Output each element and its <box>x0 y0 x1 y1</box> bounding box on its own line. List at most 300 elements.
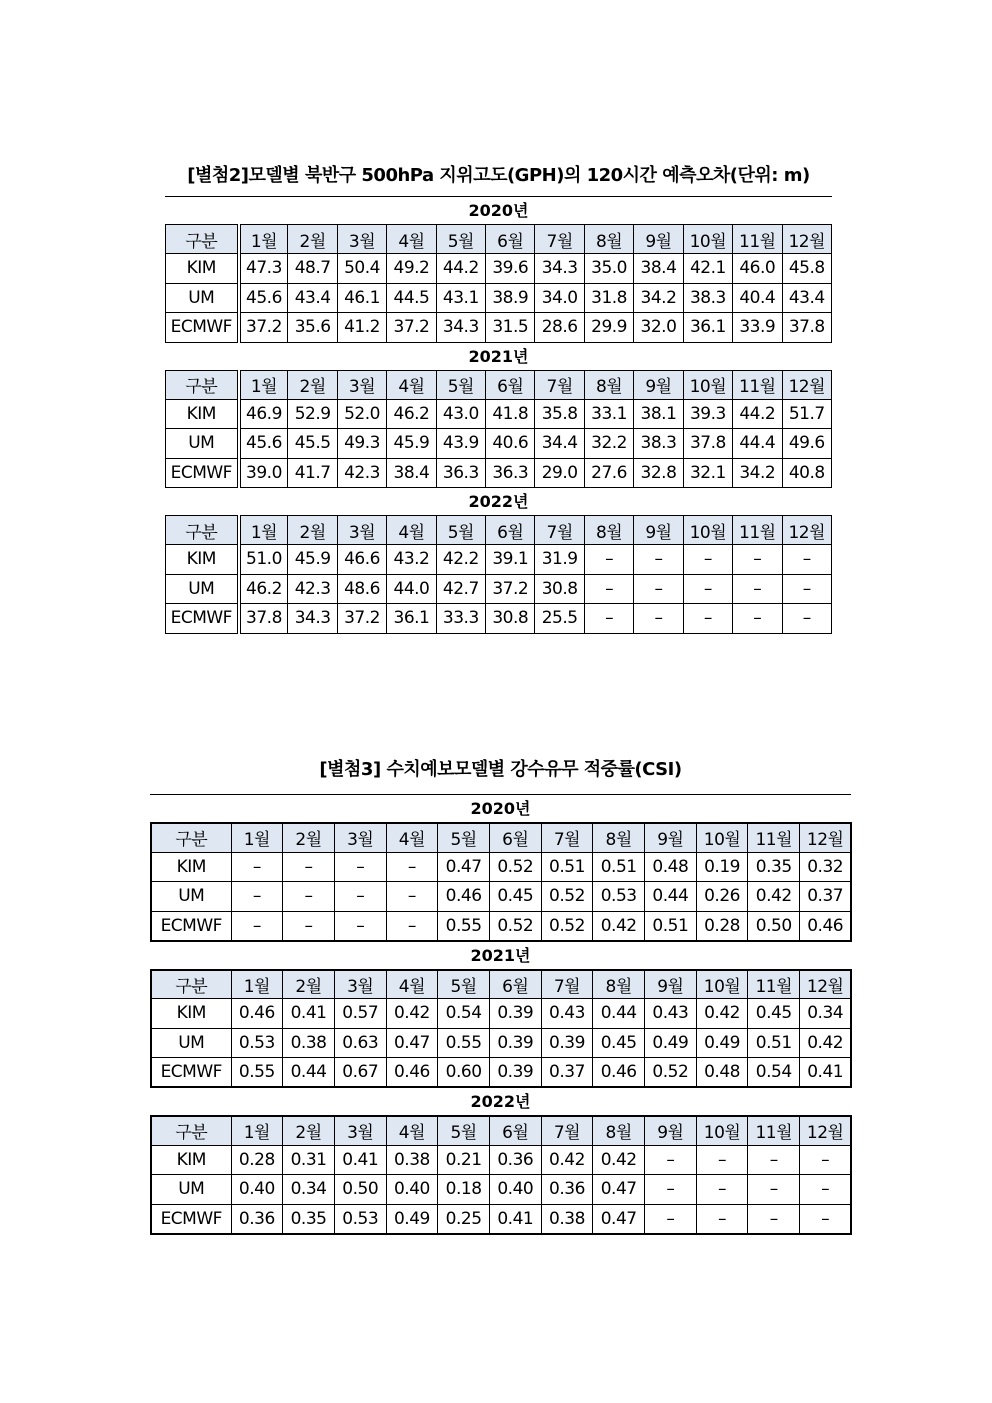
value-cell: 42.3 <box>337 458 386 488</box>
column-header-month: 12월 <box>800 970 852 999</box>
column-header-month: 9월 <box>634 370 683 399</box>
value-cell: 0.52 <box>541 911 593 941</box>
model-name-cell: UM <box>166 429 239 459</box>
csi-tables <box>150 795 851 1235</box>
value-cell: 34.2 <box>634 283 683 313</box>
model-name-cell: ECMWF <box>166 313 239 343</box>
column-header-month: 10월 <box>683 225 732 254</box>
value-cell: 0.52 <box>541 882 593 912</box>
data-table <box>150 822 852 942</box>
table-row <box>151 1175 851 1205</box>
table-row <box>151 852 851 882</box>
value-cell: 0.42 <box>800 1028 852 1058</box>
table-row <box>166 574 832 604</box>
model-name-cell: ECMWF <box>166 604 239 634</box>
value-cell: 0.25 <box>438 1204 490 1234</box>
column-header-month: 5월 <box>438 823 490 852</box>
column-header-category: 구분 <box>166 225 239 254</box>
csi-section <box>150 757 851 1235</box>
data-table <box>150 1115 852 1235</box>
value-cell: 0.19 <box>696 852 748 882</box>
column-header-month: 7월 <box>535 225 584 254</box>
column-header-month: 9월 <box>645 1116 697 1145</box>
value-cell: 52.9 <box>288 399 337 429</box>
column-header-month: 8월 <box>584 516 633 545</box>
value-cell: 51.7 <box>782 399 832 429</box>
column-header-month: 11월 <box>733 370 782 399</box>
value-cell: 35.0 <box>584 254 633 284</box>
value-cell: 49.3 <box>337 429 386 459</box>
value-cell: 35.6 <box>288 313 337 343</box>
value-cell: 37.2 <box>486 574 535 604</box>
value-cell: 0.48 <box>645 852 697 882</box>
value-cell: 0.44 <box>645 882 697 912</box>
value-cell: – <box>634 574 683 604</box>
value-cell: – <box>683 574 732 604</box>
value-cell: – <box>696 1204 748 1234</box>
value-cell: – <box>800 1204 852 1234</box>
value-cell: 32.8 <box>634 458 683 488</box>
column-header-month: 10월 <box>683 370 732 399</box>
value-cell: 0.38 <box>283 1028 335 1058</box>
value-cell: 0.47 <box>593 1175 645 1205</box>
value-cell: – <box>645 1145 697 1175</box>
value-cell: 44.0 <box>387 574 436 604</box>
value-cell: 0.18 <box>438 1175 490 1205</box>
table-row <box>151 999 851 1029</box>
column-header-month: 3월 <box>334 1116 386 1145</box>
value-cell: 29.0 <box>535 458 584 488</box>
model-name-cell: ECMWF <box>151 911 231 941</box>
year-label: 2022년 <box>470 1092 531 1111</box>
table-row <box>166 254 832 284</box>
value-cell: 0.40 <box>489 1175 541 1205</box>
value-cell: 0.46 <box>800 911 852 941</box>
model-name-cell: ECMWF <box>151 1058 231 1088</box>
column-header-month: 11월 <box>733 225 782 254</box>
value-cell: 40.8 <box>782 458 832 488</box>
value-cell: 46.0 <box>733 254 782 284</box>
value-cell: 0.44 <box>283 1058 335 1088</box>
value-cell: 45.6 <box>239 429 288 459</box>
model-name-cell: UM <box>151 1028 231 1058</box>
model-name-cell: UM <box>166 574 239 604</box>
model-name-cell: UM <box>166 283 239 313</box>
model-name-cell: UM <box>151 1175 231 1205</box>
value-cell: 0.50 <box>748 911 800 941</box>
table-row <box>166 545 832 575</box>
value-cell: 0.44 <box>593 999 645 1029</box>
value-cell: 0.49 <box>696 1028 748 1058</box>
value-cell: 34.3 <box>535 254 584 284</box>
value-cell: 0.37 <box>800 882 852 912</box>
value-cell: 38.1 <box>634 399 683 429</box>
table-row <box>166 283 832 313</box>
header-row <box>166 370 832 399</box>
column-header-month: 2월 <box>288 225 337 254</box>
value-cell: 33.9 <box>733 313 782 343</box>
value-cell: 0.42 <box>386 999 438 1029</box>
value-cell: – <box>634 545 683 575</box>
value-cell: – <box>231 911 283 941</box>
column-header-month: 8월 <box>584 370 633 399</box>
value-cell: 37.8 <box>683 429 732 459</box>
column-header-month: 6월 <box>489 970 541 999</box>
data-table <box>165 370 832 489</box>
value-cell: 0.57 <box>334 999 386 1029</box>
value-cell: – <box>748 1175 800 1205</box>
value-cell: 0.52 <box>489 852 541 882</box>
value-cell: 0.51 <box>645 911 697 941</box>
value-cell: 49.6 <box>782 429 832 459</box>
value-cell: – <box>733 574 782 604</box>
value-cell: 46.2 <box>239 574 288 604</box>
column-header-month: 1월 <box>239 516 288 545</box>
value-cell: 36.3 <box>486 458 535 488</box>
table-row <box>151 1145 851 1175</box>
column-header-month: 3월 <box>337 516 386 545</box>
column-header-month: 5월 <box>436 225 485 254</box>
value-cell: 0.46 <box>438 882 490 912</box>
value-cell: 46.6 <box>337 545 386 575</box>
value-cell: 42.7 <box>436 574 485 604</box>
value-cell: 0.35 <box>748 852 800 882</box>
value-cell: 0.42 <box>696 999 748 1029</box>
model-name-cell: KIM <box>151 1145 231 1175</box>
value-cell: 0.46 <box>231 999 283 1029</box>
column-header-category: 구분 <box>151 970 231 999</box>
value-cell: 39.0 <box>239 458 288 488</box>
gph-error-tables <box>165 197 832 634</box>
table-row <box>151 1204 851 1234</box>
value-cell: 36.1 <box>683 313 732 343</box>
value-cell: 0.42 <box>593 1145 645 1175</box>
value-cell: 32.1 <box>683 458 732 488</box>
column-header-month: 9월 <box>634 516 683 545</box>
value-cell: 0.39 <box>541 1028 593 1058</box>
model-name-cell: KIM <box>151 852 231 882</box>
value-cell: – <box>283 911 335 941</box>
column-header-month: 12월 <box>782 516 832 545</box>
value-cell: 42.2 <box>436 545 485 575</box>
value-cell: – <box>645 1175 697 1205</box>
value-cell: 0.21 <box>438 1145 490 1175</box>
value-cell: 0.47 <box>386 1028 438 1058</box>
value-cell: 41.2 <box>337 313 386 343</box>
value-cell: 30.8 <box>535 574 584 604</box>
column-header-month: 1월 <box>239 370 288 399</box>
value-cell: 0.47 <box>593 1204 645 1234</box>
value-cell: 31.8 <box>584 283 633 313</box>
value-cell: 43.0 <box>436 399 485 429</box>
value-cell: – <box>683 604 732 634</box>
value-cell: – <box>683 545 732 575</box>
column-header-month: 1월 <box>239 225 288 254</box>
value-cell: – <box>733 604 782 634</box>
value-cell: 37.2 <box>387 313 436 343</box>
value-cell: 0.41 <box>283 999 335 1029</box>
value-cell: – <box>733 545 782 575</box>
column-header-month: 1월 <box>231 823 283 852</box>
value-cell: 0.55 <box>438 911 490 941</box>
column-header-month: 6월 <box>489 1116 541 1145</box>
table-row <box>166 604 832 634</box>
value-cell: 0.50 <box>334 1175 386 1205</box>
value-cell: 0.34 <box>283 1175 335 1205</box>
value-cell: 48.7 <box>288 254 337 284</box>
value-cell: 34.4 <box>535 429 584 459</box>
column-header-month: 7월 <box>535 516 584 545</box>
column-header-month: 9월 <box>645 970 697 999</box>
value-cell: – <box>283 882 335 912</box>
column-header-month: 12월 <box>782 370 832 399</box>
value-cell: – <box>584 604 633 634</box>
value-cell: – <box>334 882 386 912</box>
value-cell: 0.35 <box>283 1204 335 1234</box>
value-cell: 42.1 <box>683 254 732 284</box>
column-header-month: 8월 <box>593 970 645 999</box>
value-cell: 36.1 <box>387 604 436 634</box>
value-cell: 45.9 <box>387 429 436 459</box>
value-cell: 37.2 <box>337 604 386 634</box>
value-cell: 43.2 <box>387 545 436 575</box>
value-cell: 0.52 <box>489 911 541 941</box>
value-cell: 46.2 <box>387 399 436 429</box>
value-cell: 0.39 <box>489 1058 541 1088</box>
value-cell: – <box>696 1175 748 1205</box>
column-header-month: 6월 <box>489 823 541 852</box>
value-cell: 31.5 <box>486 313 535 343</box>
value-cell: 41.7 <box>288 458 337 488</box>
value-cell: 0.40 <box>386 1175 438 1205</box>
column-header-month: 3월 <box>337 370 386 399</box>
value-cell: 0.55 <box>438 1028 490 1058</box>
value-cell: 46.9 <box>239 399 288 429</box>
value-cell: – <box>584 574 633 604</box>
value-cell: 28.6 <box>535 313 584 343</box>
header-row <box>166 225 832 254</box>
gph-error-title: [별첨2]모델별 북반구 500hPa 지위고도(GPH)의 120시간 예측오차(단위: m) <box>187 165 810 186</box>
year-label: 2021년 <box>470 945 531 965</box>
value-cell: 0.49 <box>386 1204 438 1234</box>
value-cell: 0.46 <box>386 1058 438 1088</box>
column-header-month: 2월 <box>283 970 335 999</box>
value-cell: 39.6 <box>486 254 535 284</box>
year-label: 2020년 <box>470 799 531 818</box>
column-header-month: 7월 <box>541 970 593 999</box>
value-cell: 0.39 <box>489 1028 541 1058</box>
year-label: 2020년 <box>468 201 529 220</box>
value-cell: 25.5 <box>535 604 584 634</box>
value-cell: 0.67 <box>334 1058 386 1088</box>
column-header-month: 10월 <box>696 970 748 999</box>
value-cell: 34.3 <box>436 313 485 343</box>
value-cell: 34.3 <box>288 604 337 634</box>
value-cell: 36.3 <box>436 458 485 488</box>
value-cell: – <box>231 882 283 912</box>
value-cell: 0.38 <box>541 1204 593 1234</box>
column-header-month: 9월 <box>634 225 683 254</box>
value-cell: – <box>634 604 683 634</box>
column-header-month: 4월 <box>387 516 436 545</box>
value-cell: 43.9 <box>436 429 485 459</box>
column-header-category: 구분 <box>151 1116 231 1145</box>
header-row <box>151 1116 851 1145</box>
value-cell: 0.53 <box>231 1028 283 1058</box>
column-header-month: 2월 <box>288 516 337 545</box>
value-cell: 43.1 <box>436 283 485 313</box>
value-cell: 0.39 <box>489 999 541 1029</box>
column-header-month: 8월 <box>584 225 633 254</box>
value-cell: 46.1 <box>337 283 386 313</box>
column-header-month: 1월 <box>231 1116 283 1145</box>
value-cell: 39.3 <box>683 399 732 429</box>
column-header-month: 11월 <box>748 970 800 999</box>
column-header-month: 4월 <box>387 225 436 254</box>
model-name-cell: KIM <box>166 399 239 429</box>
column-header-month: 3월 <box>334 823 386 852</box>
model-name-cell: UM <box>151 882 231 912</box>
model-name-cell: KIM <box>166 254 239 284</box>
value-cell: – <box>748 1204 800 1234</box>
column-header-month: 6월 <box>486 225 535 254</box>
column-header-month: 11월 <box>748 1116 800 1145</box>
value-cell: 37.2 <box>239 313 288 343</box>
value-cell: – <box>748 1145 800 1175</box>
value-cell: 0.36 <box>541 1175 593 1205</box>
column-header-month: 9월 <box>645 823 697 852</box>
value-cell: 0.45 <box>489 882 541 912</box>
value-cell: 40.6 <box>486 429 535 459</box>
column-header-category: 구분 <box>166 516 239 545</box>
column-header-month: 2월 <box>288 370 337 399</box>
column-header-month: 4월 <box>386 1116 438 1145</box>
column-header-month: 5월 <box>436 516 485 545</box>
column-header-month: 3월 <box>337 225 386 254</box>
value-cell: 0.26 <box>696 882 748 912</box>
value-cell: 33.1 <box>584 399 633 429</box>
value-cell: 0.40 <box>231 1175 283 1205</box>
table-row <box>166 399 832 429</box>
column-header-month: 6월 <box>486 516 535 545</box>
value-cell: 51.0 <box>239 545 288 575</box>
column-header-month: 8월 <box>593 1116 645 1145</box>
csi-title: [별첨3] 수치예보모델별 강수유무 적중률(CSI) <box>319 759 682 780</box>
header-row <box>166 516 832 545</box>
column-header-month: 1월 <box>231 970 283 999</box>
value-cell: 32.2 <box>584 429 633 459</box>
value-cell: 41.8 <box>486 399 535 429</box>
value-cell: – <box>782 545 832 575</box>
value-cell: – <box>782 574 832 604</box>
column-header-month: 10월 <box>696 823 748 852</box>
column-header-month: 12월 <box>800 823 852 852</box>
column-header-month: 2월 <box>283 823 335 852</box>
value-cell: – <box>645 1204 697 1234</box>
value-cell: 45.8 <box>782 254 832 284</box>
value-cell: 0.55 <box>231 1058 283 1088</box>
value-cell: 45.9 <box>288 545 337 575</box>
value-cell: – <box>386 882 438 912</box>
value-cell: 0.28 <box>696 911 748 941</box>
column-header-month: 10월 <box>683 516 732 545</box>
value-cell: 44.4 <box>733 429 782 459</box>
value-cell: 0.42 <box>748 882 800 912</box>
value-cell: 34.2 <box>733 458 782 488</box>
value-cell: 0.41 <box>489 1204 541 1234</box>
value-cell: 0.37 <box>541 1058 593 1088</box>
value-cell: 50.4 <box>337 254 386 284</box>
value-cell: 43.4 <box>288 283 337 313</box>
column-header-month: 11월 <box>733 516 782 545</box>
value-cell: 45.6 <box>239 283 288 313</box>
model-name-cell: ECMWF <box>166 458 239 488</box>
value-cell: 0.60 <box>438 1058 490 1088</box>
table-row <box>166 429 832 459</box>
value-cell: – <box>231 852 283 882</box>
column-header-month: 12월 <box>782 225 832 254</box>
value-cell: 0.46 <box>593 1058 645 1088</box>
year-label: 2022년 <box>468 492 529 511</box>
value-cell: 0.52 <box>645 1058 697 1088</box>
column-header-month: 6월 <box>486 370 535 399</box>
value-cell: 0.63 <box>334 1028 386 1058</box>
column-header-month: 7월 <box>541 823 593 852</box>
value-cell: 52.0 <box>337 399 386 429</box>
value-cell: 35.8 <box>535 399 584 429</box>
column-header-month: 5월 <box>438 1116 490 1145</box>
value-cell: 43.4 <box>782 283 832 313</box>
data-table <box>150 969 852 1089</box>
value-cell: 0.28 <box>231 1145 283 1175</box>
value-cell: 49.2 <box>387 254 436 284</box>
value-cell: 38.3 <box>634 429 683 459</box>
data-table <box>165 515 832 634</box>
table-row <box>166 313 832 343</box>
value-cell: 0.51 <box>748 1028 800 1058</box>
value-cell: 38.4 <box>387 458 436 488</box>
value-cell: 0.41 <box>334 1145 386 1175</box>
value-cell: 32.0 <box>634 313 683 343</box>
value-cell: 0.42 <box>541 1145 593 1175</box>
header-row <box>151 823 851 852</box>
value-cell: – <box>800 1145 852 1175</box>
value-cell: 34.0 <box>535 283 584 313</box>
value-cell: 44.5 <box>387 283 436 313</box>
table-row <box>166 458 832 488</box>
value-cell: – <box>782 604 832 634</box>
value-cell: 0.49 <box>645 1028 697 1058</box>
column-header-month: 2월 <box>283 1116 335 1145</box>
value-cell: 47.3 <box>239 254 288 284</box>
value-cell: – <box>584 545 633 575</box>
value-cell: – <box>283 852 335 882</box>
value-cell: 0.31 <box>283 1145 335 1175</box>
value-cell: – <box>334 911 386 941</box>
column-header-month: 10월 <box>696 1116 748 1145</box>
column-header-month: 7월 <box>541 1116 593 1145</box>
value-cell: 39.1 <box>486 545 535 575</box>
value-cell: – <box>334 852 386 882</box>
value-cell: 0.53 <box>334 1204 386 1234</box>
value-cell: 0.36 <box>489 1145 541 1175</box>
column-header-category: 구분 <box>151 823 231 852</box>
value-cell: 0.43 <box>541 999 593 1029</box>
value-cell: 48.6 <box>337 574 386 604</box>
column-header-month: 4월 <box>386 970 438 999</box>
table-row <box>151 882 851 912</box>
value-cell: 0.51 <box>593 852 645 882</box>
